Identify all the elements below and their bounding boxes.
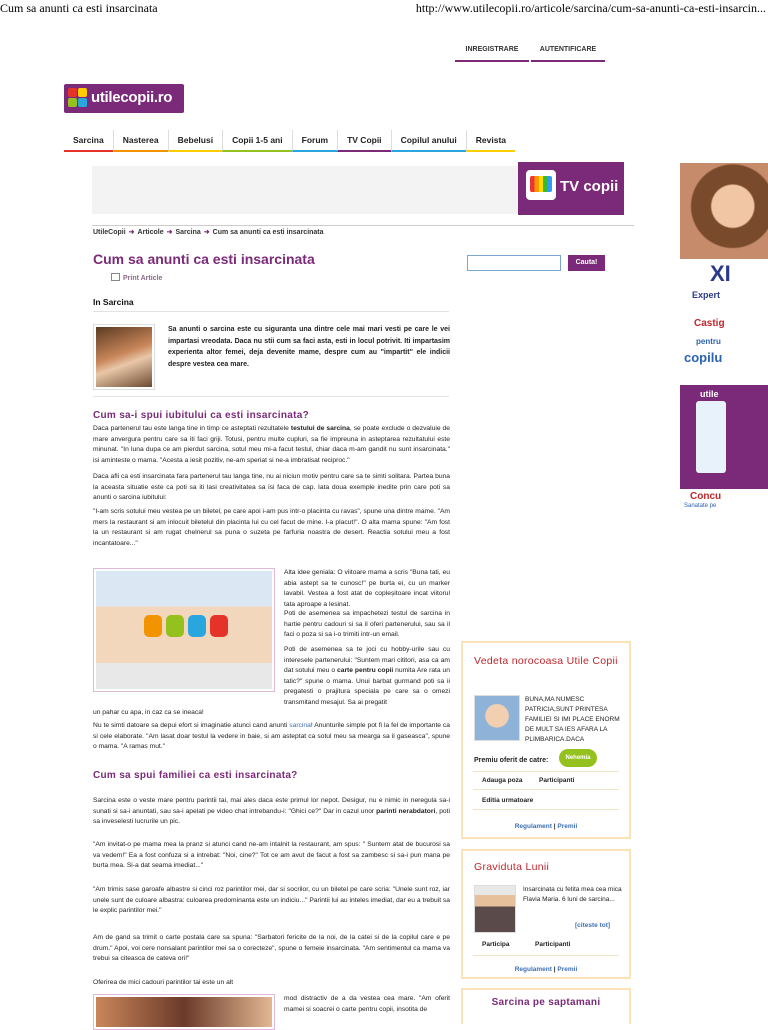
login-link[interactable]: AUTENTIFICARE xyxy=(531,46,605,62)
widget-text: Insarcinata cu fetita mea cea mica Flavia Maria. 6 luni de sarcina... xyxy=(523,886,622,903)
print-article-link[interactable] xyxy=(111,273,162,282)
widget-text: BUNA,MA NUMESC PATRICIA,SUNT PRINTESA FAMILIEI SI IMI PLACE ENORM DE MULT SA IES AFARA LA PLIMBARICA.DACA xyxy=(525,696,620,743)
ad-castig: Castig xyxy=(694,318,725,329)
baby-photo[interactable] xyxy=(474,695,520,741)
pregnant-photo[interactable] xyxy=(474,885,516,933)
article-image-woman xyxy=(93,324,155,390)
breadcrumb-current: Cum sa anunti ca esti insarcinata xyxy=(212,229,324,236)
article-paragraph: Sarcina este o veste mare pentru parintii tai, mai ales daca este primul lor nepot. Desigur, nu e nimic in neregula sa-i sunati si sa-i anuntati, sau sa-i apelati pe video chat intrebandu-i: "Ghici ce?" Dar in cazul unor parinti nerabdatori, poti sa inveselesti lucrurile un pic. xyxy=(93,797,450,826)
page-title: Cum sa anunti ca esti insarcinata xyxy=(93,251,315,267)
widget-footer xyxy=(463,823,629,830)
article-paragraph: "Am invitat-o pe mama mea la pranz si atunci cand ne-am intalnit la restaurant, am spus: " Suntem atat de bucurosi sa va vedem!" Ea a fost confuza si a intrebat: "Noi, cine?" Tot ce am avut de facut a fost sa zambesc si sa-i pun mana pe burta mea. Si-a dat seama imediat..." xyxy=(93,841,450,870)
nav-item-sarcina[interactable]: Sarcina xyxy=(64,130,113,152)
ad-product-bottle xyxy=(696,401,726,473)
breadcrumb-arrow-icon: ➜ xyxy=(128,229,135,236)
nav-item-forum[interactable]: Forum xyxy=(292,130,337,152)
divider xyxy=(93,396,449,397)
ad-pentru: pentru xyxy=(696,337,721,346)
sponsor-label: Premiu oferit de catre: xyxy=(474,757,549,764)
rules-link[interactable]: Regulament xyxy=(514,966,552,973)
article-paragraph: Alta idee geniala: O viitoare mama a scris "Buna tati, eu abia astept sa te cunosc!" pe burta ei, cu un marker lavabil. Vestea a fost atat de copleșitoare incat viitorul tata aproape a lesinat. xyxy=(284,569,450,608)
tv-banner-label: TV copii xyxy=(560,178,619,195)
ad-product-box xyxy=(680,385,768,489)
nav-item-tv-copii[interactable]: TV Copii xyxy=(337,130,390,152)
tv-icon xyxy=(526,170,556,200)
ad-expert: Expert xyxy=(692,290,721,300)
ad-concurs: Concu xyxy=(690,491,722,502)
nav-item-nasterea[interactable]: Nasterea xyxy=(113,130,168,152)
divider xyxy=(93,311,449,312)
divider xyxy=(473,809,619,810)
ad-brand: XI xyxy=(710,261,731,286)
separator: | xyxy=(553,823,556,830)
participate-link[interactable]: Participa xyxy=(482,941,510,948)
tv-copii-banner[interactable] xyxy=(518,162,624,215)
article-paragraph: Daca afli ca esti insarcinata fara partenerul tau langa tine, nu ai niciun motiv pentru care sa te simti solitara. Partea buna la aceasta situatie este ca poti sa iti lasi creativitatea sa isi faca de cap. Iata doua exemple inedite prin care poti sa anunti o sarcina iubitului: xyxy=(93,473,450,502)
article-image-belly xyxy=(93,568,275,692)
widget-title[interactable]: Sarcina pe saptamani xyxy=(491,997,601,1008)
widget-title: Vedeta norocoasa Utile Copii xyxy=(474,655,618,667)
print-article-label: Print Article xyxy=(123,275,163,282)
ad-child-photo xyxy=(680,163,768,259)
article-paragraph: Oferirea de mici cadouri parintilor tai este un alt xyxy=(93,979,234,986)
article-paragraph: mod distractiv de a da vestea cea mare. "Am oferit mamei si soacrei o carte pentru copii, insotita de xyxy=(284,995,450,1013)
widget-footer xyxy=(463,966,629,973)
header-band xyxy=(92,166,520,214)
register-link[interactable]: INREGISTRARE xyxy=(455,46,529,62)
divider xyxy=(473,771,619,772)
participants-link[interactable]: Participanti xyxy=(539,777,575,784)
participants-link[interactable]: Participanti xyxy=(535,941,571,948)
article-paragraph: Daca partenerul tau este langa tine in timp ce asteptati rezultatele testului de sarcina, se poate exclude o dezvaluie de mare anvergura pentru care sa iti faci griji. Totusi, pentru multe cupluri, sa fie impreuna in asteptarea rezultatului este minunat. "In luna dupa ce am pierdut sarcina, sotul meu mi-a facut testul, chiar daca m-am gandit nu sunt insarcinata." isi aminteste o mama. "Acesta a iesit pozitiv, ne-am speriat si ne-a imbratisat reciproc." xyxy=(93,425,450,464)
section-heading-partner: Cum sa-i spui iubitului ca esti insarcinata? xyxy=(93,410,310,421)
puzzle-icon xyxy=(68,88,88,108)
breadcrumb-arrow-icon: ➜ xyxy=(203,229,210,236)
print-header xyxy=(0,0,768,16)
article-paragraph: "I-am scris sotului meu vestea pe un biletel, pe care apoi i-am pus intr-o placinta cu ravas", spune una dintre mame. "Am mers la restaurant si am inlocuit biletelul din placinta lui cu cel facut de mine. I-a placut!". O alta mama spune: "Am fost la un restaurant si am rugat chelnerul sa puna o suzeta pe farfuria noastra de desert. Reactia sotului meu a fost incantatoare..." xyxy=(93,508,450,547)
vedeta-widget xyxy=(461,641,631,839)
divider xyxy=(473,955,619,956)
sarcina-link[interactable]: sarcina xyxy=(289,722,311,729)
breadcrumb-sarcina[interactable]: Sarcina xyxy=(175,229,201,236)
next-edition-link[interactable]: Editia urmatoare xyxy=(482,797,534,804)
ad-sanatate: Sanatate pe xyxy=(684,503,717,509)
nav-item-revista[interactable]: Revista xyxy=(466,130,515,152)
widget-title: Graviduta Lunii xyxy=(474,861,550,873)
article-paragraph: "Am trimis sase garoafe albastre si cinci roz parintilor mei, dar si socrilor, cu un biletel pe care scria: "Unele sunt roz, iar unele sunt de culoare albastra: culoarea predominanta este un indiciu..." Parintii lui au inteles imediat, dar eu a trebuit sa le explic parintilor mei." xyxy=(93,886,450,915)
nav-item-copii-1-5-ani[interactable]: Copii 1-5 ani xyxy=(222,130,292,152)
print-title: Cum sa anunti ca esti insarcinata xyxy=(0,1,158,15)
search-button[interactable]: Cauta! xyxy=(568,255,605,271)
article-paragraph: Am de gand sa trimit o carte postala care sa spuna: "Sarbatori fericite de la noi, de la catei si de la copilul care e pe drum." Apoi, voi cere nonsalant parintilor mei sa o corecteze", spune o femeie insarcinata. "Am sentimentul ca mama va trebui sa citeasca de cateva ori!" xyxy=(93,934,450,963)
prizes-link[interactable]: Premii xyxy=(557,823,578,830)
nav-item-copilul-anului[interactable]: Copilul anului xyxy=(391,130,466,152)
ad-copilu: copilu xyxy=(684,350,723,365)
breadcrumb-home[interactable]: UtileCopii xyxy=(93,229,126,236)
search-input[interactable] xyxy=(467,255,561,271)
read-more-link[interactable]: [citeste tot] xyxy=(575,922,611,929)
weeks-widget xyxy=(461,988,631,1024)
divider xyxy=(473,789,619,790)
main-nav xyxy=(64,130,515,152)
article-paragraph: Nu te simti datoare sa depui efort si imaginatie atunci cand anunti sarcina! Anunturile simple pot fi la fel de importante ca si cele elaborate. "Am lasat doar testul la vedere in baie, si am asteptat ca sotul meu sa mearga sa il gaseasca", spune o mama. "A ramas mut." xyxy=(93,722,450,751)
article-category: In Sarcina xyxy=(93,297,134,307)
rules-link[interactable]: Regulament xyxy=(514,823,552,830)
printer-icon xyxy=(111,273,120,281)
sponsor-logo[interactable]: Nehemia xyxy=(559,749,597,767)
breadcrumb-arrow-icon: ➜ xyxy=(166,229,173,236)
breadcrumb-articles[interactable]: Articole xyxy=(137,229,164,236)
nav-item-bebelusi[interactable]: Bebelusi xyxy=(168,130,222,152)
logo-text: utilecopii.ro xyxy=(91,89,173,106)
prizes-link[interactable]: Premii xyxy=(557,966,578,973)
separator: | xyxy=(553,966,556,973)
breadcrumb xyxy=(93,228,324,236)
add-photo-link[interactable]: Adauga poza xyxy=(482,777,523,784)
print-url: http://www.utilecopii.ro/articole/sarcina/cum-sa-anunti-ca-esti-insarcin... xyxy=(415,1,766,15)
section-heading-family: Cum sa spui familiei ca esti insarcinata? xyxy=(93,770,298,781)
article-paragraph: Poti de asemenea sa impachetezi testul de sarcina in hartie pentru cadouri si sa il oferi partenerului, sau sa il faci o poza si sa i-o trimiti intr-un email. xyxy=(284,610,450,639)
side-advertisement[interactable] xyxy=(680,163,768,513)
article-paragraph: Poti de asemenea sa te joci cu hobby-urile sau cu interesele partenerului: "Suntem mari cititori, asa ca am dat sotului meu o carte pentru copii numita Are rata un tatic?" spune o mama. Unui barbat gurmand poti sa ii pregatesti o prajitura speciala pe care sa o omezi transmitand mesajul. Sa ai pregatit xyxy=(284,646,450,706)
divider xyxy=(92,225,634,226)
article-image-family xyxy=(93,994,275,1030)
graviduta-widget xyxy=(461,849,631,979)
site-logo[interactable] xyxy=(64,84,184,113)
article-lead: Sa anunti o sarcina este cu siguranta una dintre cele mai mari vesti pe care le vei impartasi vreodata. Daca nu stii cum sa faci asta, esti in locul potrivit. Iti impartasim experienta altor femei, deja devenite mame, despre cum au "impartit" ele indicii despre vestea cea mare. xyxy=(168,326,450,368)
article-paragraph: un pahar cu apa, in caz ca se ineaca! xyxy=(93,709,204,716)
ad-brand-2: utile xyxy=(700,389,719,399)
